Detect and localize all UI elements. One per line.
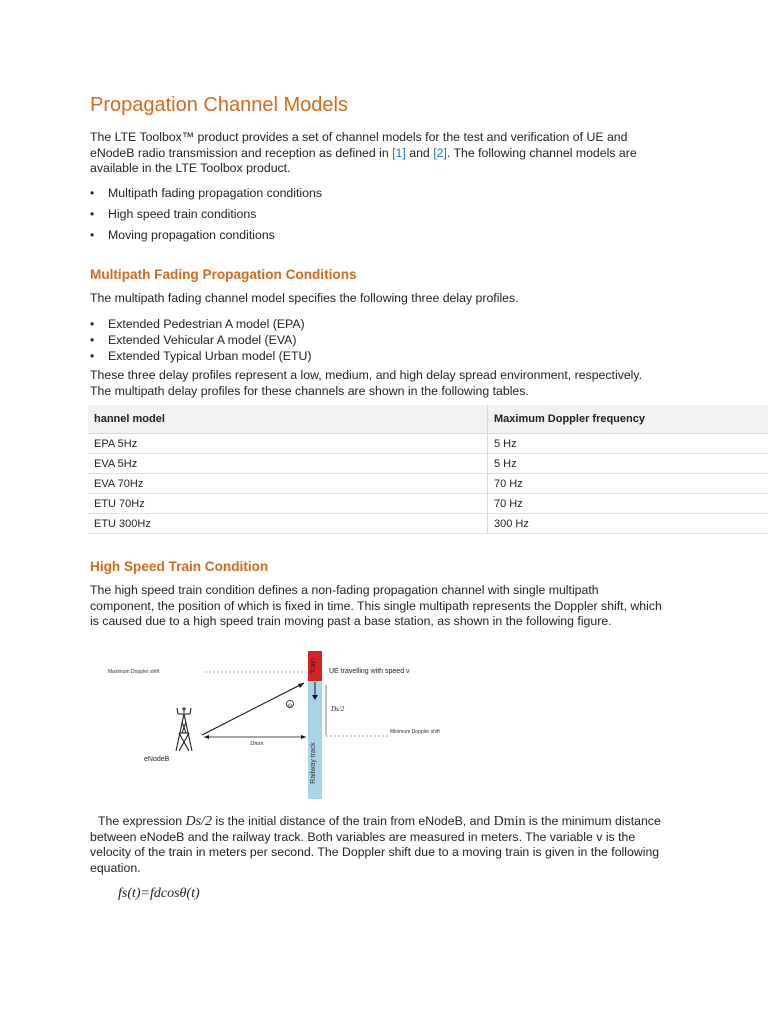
section2-line-1: The high speed train condition defines a non-fading propagation channel with single multipath — [90, 583, 599, 597]
section2-line-2: component, the position of which is fixed in time. This single multipath represents the Doppler shift, which — [90, 598, 662, 613]
dmin-arrow-left — [204, 735, 209, 739]
list-item: • Extended Pedestrian A model (EPA) — [90, 317, 311, 333]
section-heading-high-speed-train: High Speed Train Condition — [90, 559, 269, 574]
section2-line-3: is caused due to a high speed train moving past a base station, as shown in the following figure. — [90, 614, 612, 629]
explanation-mid: is the initial distance of the train from eNodeB, and — [211, 814, 494, 828]
column-header-channel-model: hannel model — [88, 405, 488, 434]
enodeb-label: eNodeB — [144, 756, 170, 763]
explanation-paragraph — [90, 814, 762, 876]
table-row — [88, 494, 768, 514]
explanation-line-4: equation. — [90, 860, 141, 875]
table-cell: ETU 300Hz — [88, 514, 488, 534]
min-doppler-label: Minimum Doppler shift — [390, 729, 440, 735]
explanation-lead: The expression — [98, 814, 186, 828]
table-cell: 5 Hz — [488, 454, 768, 474]
train-label: Train — [310, 658, 317, 674]
reference-link-1[interactable]: [1] — [392, 145, 406, 160]
table-row — [88, 474, 768, 494]
list-item: • High speed train conditions — [90, 207, 322, 228]
column-header-max-doppler: Maximum Doppler frequency — [488, 405, 768, 434]
intro-line-2 — [90, 146, 760, 162]
list-item: • Extended Vehicular A model (EVA) — [90, 333, 311, 349]
section-heading-multipath: Multipath Fading Propagation Conditions — [90, 267, 357, 282]
dmin-expression: Dmin — [493, 814, 526, 829]
intro-line-1: The LTE Toolbox™ product provides a set of channel models for the test and verification of UE and — [90, 130, 628, 144]
table-cell: 70 Hz — [488, 494, 768, 514]
list-item: • Moving propagation conditions — [90, 228, 322, 249]
intro-paragraph — [90, 130, 760, 177]
delay-profiles-list — [90, 317, 311, 365]
ds-expression: Ds/2 — [185, 814, 212, 829]
explanation-tail: is the minimum distance — [525, 814, 661, 828]
table-header-row — [88, 405, 768, 434]
table-row — [88, 434, 768, 454]
section1-after-line-2: The multipath delay profiles for these channels are shown in the following tables. — [90, 383, 529, 398]
table-cell: 5 Hz — [488, 434, 768, 454]
high-speed-train-figure — [100, 645, 480, 805]
section2-paragraph — [90, 583, 760, 630]
intro-line-2-text: eNodeB radio transmission and reception as defined in — [90, 145, 393, 160]
los-line — [202, 683, 304, 735]
table-row — [88, 514, 768, 534]
doppler-equation: fs(t)=fdcosθ(t) — [118, 886, 200, 901]
table-cell: 300 Hz — [488, 514, 768, 534]
table-cell: ETU 70Hz — [88, 494, 488, 514]
intro-and-text: and — [405, 145, 434, 160]
explanation-line-2: between eNodeB and the railway track. Both variables are measured in meters. The variable v is the — [90, 829, 636, 844]
intro-line-3: available in the LTE Toolbox product. — [90, 161, 291, 176]
section1-after-line-1: These three delay profiles represent a low, medium, and high delay spread environment, respectively. — [90, 368, 643, 382]
table-cell: EPA 5Hz — [88, 434, 488, 454]
section1-after-text — [90, 368, 760, 399]
ue-speed-label: UE travelling with speed v — [329, 668, 410, 675]
section1-description: The multipath fading channel model specifies the following three delay profiles. — [90, 291, 519, 305]
page-title: Propagation Channel Models — [90, 94, 348, 116]
railway-track-label: Railway track — [310, 742, 317, 784]
reference-link-2[interactable]: [2] — [433, 145, 447, 160]
los-arrowhead — [298, 683, 304, 688]
dmin-arrow-right — [301, 735, 306, 739]
intro-line-2-tail: . The following channel models are — [446, 145, 637, 160]
explanation-line-3: velocity of the train in meters per second. The Doppler shift due to a moving train is given in the following — [90, 845, 660, 860]
list-item: • Multipath fading propagation conditions — [90, 186, 322, 207]
theta-label: Θ — [288, 704, 292, 709]
table-row — [88, 454, 768, 474]
table-cell: EVA 5Hz — [88, 454, 488, 474]
max-doppler-label: Maximum Doppler shift — [108, 669, 160, 675]
list-item: • Extended Typical Urban model (ETU) — [90, 349, 311, 365]
tower-icon — [176, 707, 192, 751]
explanation-line-1 — [90, 814, 762, 830]
table-cell: EVA 70Hz — [88, 474, 488, 494]
dmin-label: Dmin — [250, 741, 264, 747]
models-list — [90, 186, 322, 249]
table-cell: 70 Hz — [488, 474, 768, 494]
doppler-table — [88, 405, 768, 534]
ds-half-label: Ds/2 — [331, 705, 345, 713]
